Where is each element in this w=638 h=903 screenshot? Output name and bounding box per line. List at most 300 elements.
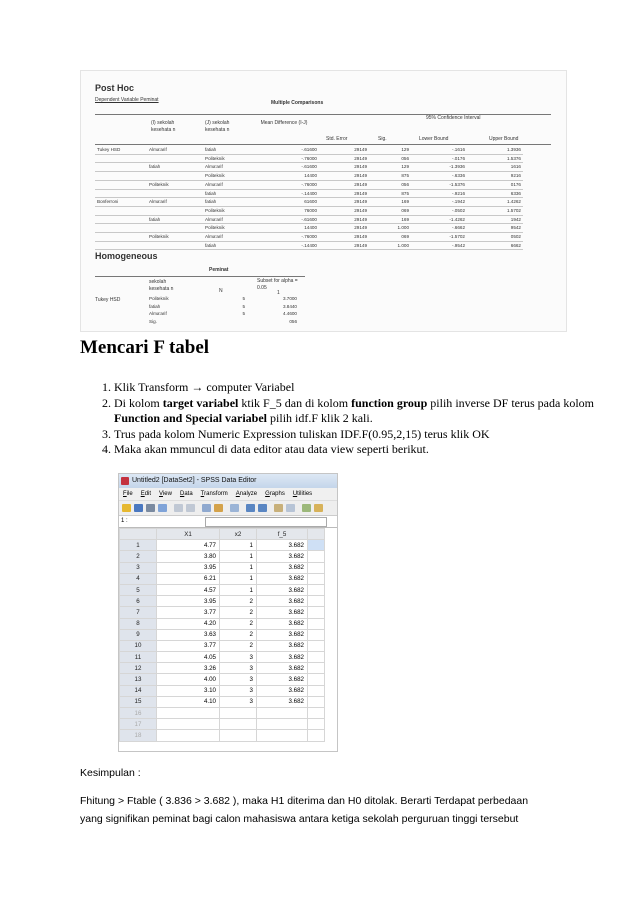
table-cell: Politeknik [147, 233, 203, 242]
table-cell [95, 233, 147, 242]
table-cell: 129 [369, 146, 411, 154]
cell-editor-bar [119, 516, 337, 528]
data-cell[interactable]: 3.682 [257, 551, 308, 562]
data-cell[interactable]: 3.77 [157, 640, 220, 651]
data-cell[interactable]: 3.682 [257, 584, 308, 595]
empty-cell[interactable] [220, 708, 257, 719]
ci-header: 95% Confidence Interval [426, 115, 481, 121]
data-cell[interactable]: 1 [220, 551, 257, 562]
table-cell: 9216 [467, 172, 523, 181]
table-row [120, 629, 325, 640]
table-cell: Alma'arif [203, 233, 257, 242]
data-cell[interactable]: 3.77 [157, 607, 220, 618]
table-cell [95, 215, 147, 224]
dependent-variable-label: Dependent Variable Peminat [95, 97, 159, 103]
table-row [120, 551, 325, 562]
row-number[interactable]: 1 [120, 540, 157, 551]
empty-cell[interactable] [308, 607, 325, 618]
table-cell: 1.000 [369, 241, 411, 250]
dialog-recall-icon[interactable] [158, 504, 167, 512]
step-bold: target variabel [162, 395, 239, 410]
table-row [120, 584, 325, 595]
menu-bar [119, 488, 337, 500]
table-cell: 29149 [319, 206, 369, 215]
step-item [114, 396, 594, 427]
empty-cell[interactable] [220, 730, 257, 741]
data-cell[interactable]: 3.682 [257, 607, 308, 618]
empty-cell[interactable] [308, 708, 325, 719]
table-row [95, 163, 523, 172]
data-cell[interactable]: 2 [220, 618, 257, 629]
column-header[interactable]: X1 [157, 529, 220, 540]
table-cell: 169 [369, 215, 411, 224]
empty-cell[interactable] [308, 551, 325, 562]
data-cell[interactable]: 3.682 [257, 674, 308, 685]
table-row [147, 310, 299, 318]
find-icon[interactable] [230, 504, 239, 512]
table-cell: 6662 [467, 241, 523, 250]
data-cell[interactable]: 4.00 [157, 674, 220, 685]
redo-icon[interactable] [186, 504, 195, 512]
post-hoc-output-image [80, 70, 567, 332]
row-number[interactable]: 14 [120, 685, 157, 696]
table-cell: 875 [369, 189, 411, 198]
table-cell [95, 206, 147, 215]
table-cell: 29149 [319, 163, 369, 172]
table-cell: 5 [242, 311, 245, 317]
data-cell[interactable]: 2 [220, 607, 257, 618]
data-cell[interactable]: 1 [220, 562, 257, 573]
table-cell: -.1942 [411, 198, 467, 207]
empty-cell[interactable] [308, 562, 325, 573]
steps-list [80, 380, 594, 458]
menu-item-graphs[interactable]: Graphs [265, 491, 285, 497]
table-row [120, 596, 325, 607]
table-cell: 069 [369, 206, 411, 215]
conclusion-label: Kesimpulan : [80, 767, 141, 779]
data-cell[interactable]: 3.682 [257, 562, 308, 573]
toolbar [119, 500, 337, 516]
table-row [120, 540, 325, 551]
menu-item-edit[interactable]: Edit [140, 491, 152, 497]
split-file-icon[interactable] [274, 504, 283, 512]
column-header[interactable]: f_5 [257, 529, 308, 540]
table-cell: Politeknik [147, 180, 203, 189]
data-cell[interactable]: 3 [220, 652, 257, 663]
table-cell: fatiah [203, 146, 257, 154]
table-cell: 14400 [257, 172, 319, 181]
table-cell: Alma'arif [203, 215, 257, 224]
step-bold: function group [351, 395, 428, 410]
table-cell: 29149 [319, 146, 369, 154]
empty-cell[interactable] [257, 708, 308, 719]
empty-cell[interactable] [308, 640, 325, 651]
cell-value-input[interactable] [205, 517, 327, 527]
table-cell: -.9216 [411, 189, 467, 198]
empty-cell[interactable] [308, 596, 325, 607]
table-row [95, 189, 523, 198]
data-cell[interactable]: 2 [220, 629, 257, 640]
row-number[interactable]: 11 [120, 652, 157, 663]
table-cell: Sig. [149, 319, 157, 325]
multiple-comparisons-table [95, 146, 523, 250]
table-row [120, 685, 325, 696]
table-cell: 056 [369, 154, 411, 163]
table-cell: 1.3936 [467, 146, 523, 154]
conclusion-line-1: Fhitung > Ftable ( 3.836 > 3.682 ), maka H1 diterima dan H0 ditolak. Berarti Terdapat perbedaan [80, 795, 529, 807]
table-cell: 0502 [467, 233, 523, 242]
step-text: ktik F_5 dan di kolom [238, 395, 352, 410]
row-number[interactable]: 5 [120, 584, 157, 595]
table-row [120, 573, 325, 584]
spss-app-icon [121, 477, 129, 485]
table-cell: -.6336 [411, 172, 467, 181]
empty-cell[interactable] [157, 719, 220, 730]
data-cell[interactable]: 3.682 [257, 652, 308, 663]
table-row [95, 154, 523, 163]
col-n-header: N [219, 288, 223, 294]
table-cell: -.61600 [257, 215, 319, 224]
table-row [147, 295, 299, 303]
insert-cases-icon[interactable] [246, 504, 255, 512]
step-item [114, 442, 594, 458]
data-cell[interactable]: 4.05 [157, 652, 220, 663]
save-icon[interactable] [134, 504, 143, 512]
empty-cell[interactable] [308, 584, 325, 595]
step-text: pilih idf.F klik 2 kali. [267, 411, 373, 425]
table-cell: 5 [242, 303, 245, 309]
data-cell[interactable]: 3 [220, 674, 257, 685]
print-icon[interactable] [146, 504, 155, 512]
data-cell[interactable]: 3.682 [257, 663, 308, 674]
step-text: Maka akan mmuncul di data editor atau data view seperti berikut. [114, 442, 429, 456]
window-titlebar [119, 474, 337, 488]
empty-cell[interactable] [308, 663, 325, 674]
data-cell[interactable]: 1 [220, 584, 257, 595]
row-number[interactable]: 2 [120, 551, 157, 562]
table-cell: 1.4262 [467, 198, 523, 207]
table-cell: 0176 [467, 180, 523, 189]
table-row [95, 198, 523, 207]
post-hoc-title: Post Hoc [95, 83, 135, 93]
select-cases-icon[interactable] [302, 504, 311, 512]
table-cell: 1.5702 [467, 206, 523, 215]
table-cell [147, 172, 203, 181]
table-cell: -.61600 [257, 163, 319, 172]
table-cell: Politeknik [203, 154, 257, 163]
data-cell[interactable]: 4.57 [157, 584, 220, 595]
table-cell: 129 [369, 163, 411, 172]
data-cell[interactable]: 3.682 [257, 696, 308, 707]
data-cell[interactable]: 3.95 [157, 562, 220, 573]
col-j-header: (J) sekolah kesehata n [205, 120, 230, 133]
menu-item-analyze[interactable]: Analyze [235, 491, 258, 497]
table-row [95, 215, 523, 224]
table-cell: -.14400 [257, 189, 319, 198]
table-cell: 29149 [319, 233, 369, 242]
table-cell: Alma'arif [149, 311, 167, 317]
data-cell[interactable]: 6.21 [157, 573, 220, 584]
data-cell[interactable]: 3 [220, 685, 257, 696]
open-folder-icon[interactable] [122, 504, 131, 512]
table-cell [147, 224, 203, 233]
table-cell: fatiah [149, 303, 161, 309]
column-header-row [120, 529, 325, 540]
row-number[interactable]: 9 [120, 629, 157, 640]
data-cell[interactable]: 3.26 [157, 663, 220, 674]
row-number[interactable]: 6 [120, 596, 157, 607]
data-cell[interactable]: 1 [220, 540, 257, 551]
table-cell: Alma'arif [203, 180, 257, 189]
conclusion-line-2: yang signifikan peminat bagi calon mahasiswa antara ketiga sekolah perguruan tinggi tersebut [80, 813, 519, 825]
empty-cell[interactable] [308, 730, 325, 741]
table-row [95, 224, 523, 233]
cell-reference: 1 : [121, 518, 128, 524]
table-row [95, 172, 523, 181]
table-row [120, 618, 325, 629]
table-cell: 875 [369, 172, 411, 181]
table-cell: 29149 [319, 224, 369, 233]
spss-data-editor [118, 473, 338, 752]
table-row [120, 640, 325, 651]
table-cell: -.0502 [411, 206, 467, 215]
table-cell [147, 154, 203, 163]
table-cell: 61600 [257, 198, 319, 207]
table-cell: 29149 [319, 189, 369, 198]
empty-cell[interactable] [257, 730, 308, 741]
column-header[interactable]: x2 [220, 529, 257, 540]
col-sig-header: Sig. [378, 136, 387, 142]
col-upper-header: Upper Bound [489, 136, 519, 142]
table-cell [95, 241, 147, 250]
table-row [120, 696, 325, 707]
data-cell[interactable]: 3 [220, 696, 257, 707]
data-cell[interactable]: 3.682 [257, 573, 308, 584]
homog-top-rule [95, 276, 305, 277]
empty-cell[interactable] [308, 674, 325, 685]
table-cell: 3.7000 [282, 296, 297, 301]
table-row [120, 719, 325, 730]
table-cell: -.76000 [257, 180, 319, 189]
data-cell[interactable]: 3.63 [157, 629, 220, 640]
step-text: Klik Transform → computer Variabel [114, 380, 295, 394]
menu-item-view[interactable]: View [159, 491, 172, 497]
row-number[interactable]: 13 [120, 674, 157, 685]
table-cell: Alma'arif [147, 198, 203, 207]
homogeneous-table [147, 295, 299, 326]
col-lower-header: Lower Bound [419, 136, 449, 142]
table-cell: -.14400 [257, 241, 319, 250]
table-cell: Alma'arif [203, 163, 257, 172]
table-cell: -.1616 [411, 146, 467, 154]
data-cell[interactable]: 3.682 [257, 640, 308, 651]
empty-cell[interactable] [157, 708, 220, 719]
table-cell: 29149 [319, 198, 369, 207]
table-cell: 29149 [319, 154, 369, 163]
table-cell: 056 [289, 319, 297, 325]
row-number[interactable]: 12 [120, 663, 157, 674]
data-grid [119, 528, 325, 742]
table-cell [203, 318, 247, 326]
table-row [95, 180, 523, 189]
row-number[interactable]: 4 [120, 573, 157, 584]
window-title: Untitled2 [DataSet2] - SPSS Data Editor [132, 477, 257, 484]
empty-cell[interactable] [157, 730, 220, 741]
table-cell: 76000 [257, 206, 319, 215]
data-cell[interactable]: 4.20 [157, 618, 220, 629]
subset-header: Subset for alpha = 0.05 [257, 278, 298, 291]
table-cell: 4.4600 [282, 311, 297, 317]
empty-column-header[interactable] [308, 529, 325, 540]
data-cell[interactable]: 3.80 [157, 551, 220, 562]
empty-cell[interactable] [308, 696, 325, 707]
data-cell[interactable]: 3.682 [257, 540, 308, 551]
table-cell: 1.5376 [467, 154, 523, 163]
goto-case-icon[interactable] [202, 504, 211, 512]
table-cell: -.76000 [257, 154, 319, 163]
empty-cell[interactable] [308, 573, 325, 584]
table-cell: 056 [369, 180, 411, 189]
table-cell: -.9542 [411, 241, 467, 250]
table-cell [95, 189, 147, 198]
data-cell[interactable]: 3.682 [257, 596, 308, 607]
table-top-rule [95, 114, 551, 115]
weight-cases-icon[interactable] [286, 504, 295, 512]
row-number[interactable]: 16 [120, 708, 157, 719]
step-item [114, 427, 594, 443]
col-se-header: Std. Error [326, 136, 348, 142]
variables-icon[interactable] [214, 504, 223, 512]
row-number[interactable]: 8 [120, 618, 157, 629]
empty-cell[interactable] [308, 629, 325, 640]
data-cell[interactable]: 4.10 [157, 696, 220, 707]
table-cell: Politeknik [203, 172, 257, 181]
data-cell[interactable]: 2 [220, 596, 257, 607]
col-i-header: (I) sekolah kesehata n [151, 120, 176, 133]
menu-item-utilities[interactable]: Utilities [292, 491, 313, 497]
empty-cell[interactable] [308, 540, 325, 551]
table-cell: 069 [369, 233, 411, 242]
table-cell: -1.5702 [411, 233, 467, 242]
table-cell: fatiah [147, 163, 203, 172]
table-cell: 5 [242, 296, 245, 301]
tukey-label: Tukey HSD [95, 297, 121, 303]
data-cell[interactable]: 3.682 [257, 629, 308, 640]
step-text: pilih inverse DF terus pada kolom [427, 395, 595, 410]
table-row [147, 303, 299, 311]
table-cell: Alma'arif [147, 146, 203, 154]
table-cell: 14400 [257, 224, 319, 233]
table-cell: -1.3936 [411, 163, 467, 172]
table-cell: -.0176 [411, 154, 467, 163]
table-row [120, 607, 325, 618]
table-cell [95, 154, 147, 163]
menu-item-file[interactable]: File [123, 491, 133, 497]
table-row [95, 146, 523, 154]
col-mean-header: Mean Difference (I-J) [260, 120, 308, 126]
row-number[interactable]: 15 [120, 696, 157, 707]
table-row [120, 674, 325, 685]
table-cell [147, 241, 203, 250]
table-cell [95, 163, 147, 172]
table-cell: Politeknik [149, 296, 169, 301]
table-cell: 1.000 [369, 224, 411, 233]
table-cell: 29149 [319, 180, 369, 189]
table-cell: 3.8440 [282, 303, 297, 309]
data-cell[interactable]: 3.682 [257, 618, 308, 629]
table-row [147, 318, 299, 326]
multiple-comparisons-title: Multiple Comparisons [271, 100, 324, 106]
table-row [95, 233, 523, 242]
table-row [120, 663, 325, 674]
table-cell: -1.5376 [411, 180, 467, 189]
data-cell[interactable]: 3 [220, 663, 257, 674]
empty-cell[interactable] [308, 719, 325, 730]
table-cell: fatiah [147, 215, 203, 224]
data-cell[interactable]: 3.682 [257, 685, 308, 696]
table-cell [147, 189, 203, 198]
table-cell: 29149 [319, 172, 369, 181]
header-bottom-rule [95, 144, 551, 145]
table-cell: 9542 [467, 224, 523, 233]
empty-cell[interactable] [257, 719, 308, 730]
table-cell: -1.4262 [411, 215, 467, 224]
row-number[interactable]: 17 [120, 719, 157, 730]
step-item [114, 380, 594, 396]
value-labels-icon[interactable] [314, 504, 323, 512]
empty-cell[interactable] [308, 618, 325, 629]
table-cell: 1942 [467, 215, 523, 224]
table-cell: -.6662 [411, 224, 467, 233]
table-row [120, 730, 325, 741]
insert-variable-icon[interactable] [258, 504, 267, 512]
table-cell: Politeknik [203, 206, 257, 215]
table-cell: 169 [369, 198, 411, 207]
table-cell: fatiah [203, 189, 257, 198]
table-row [95, 206, 523, 215]
col-sekolah-header: sekolah kesehata n [149, 279, 174, 292]
table-row [120, 708, 325, 719]
data-cell[interactable]: 4.77 [157, 540, 220, 551]
empty-cell[interactable] [308, 685, 325, 696]
grid-corner[interactable] [120, 529, 157, 540]
data-cell[interactable]: 1 [220, 573, 257, 584]
row-number[interactable]: 18 [120, 730, 157, 741]
step-text: Di kolom [114, 395, 163, 410]
section-heading: Mencari F tabel [80, 337, 210, 358]
row-number[interactable]: 10 [120, 640, 157, 651]
table-cell: 6336 [467, 189, 523, 198]
table-cell: fatiah [203, 241, 257, 250]
table-row [95, 241, 523, 250]
data-cell[interactable]: 3.95 [157, 596, 220, 607]
table-cell [95, 224, 147, 233]
menu-item-transform[interactable]: Transform [200, 491, 228, 497]
table-cell: Bonferroni [95, 198, 147, 207]
subset-col: 1 [277, 290, 280, 296]
table-cell: Politeknik [203, 224, 257, 233]
data-cell[interactable]: 3.10 [157, 685, 220, 696]
empty-cell[interactable] [308, 652, 325, 663]
empty-cell[interactable] [220, 719, 257, 730]
undo-icon[interactable] [174, 504, 183, 512]
data-cell[interactable]: 2 [220, 640, 257, 651]
step-text: Trus pada kolom Numeric Expression tuliskan IDF.F(0.95,2,15) terus klik OK [114, 426, 490, 441]
menu-item-data[interactable]: Data [179, 491, 193, 497]
row-number[interactable]: 3 [120, 562, 157, 573]
row-number[interactable]: 7 [120, 607, 157, 618]
table-cell: 29149 [319, 241, 369, 250]
